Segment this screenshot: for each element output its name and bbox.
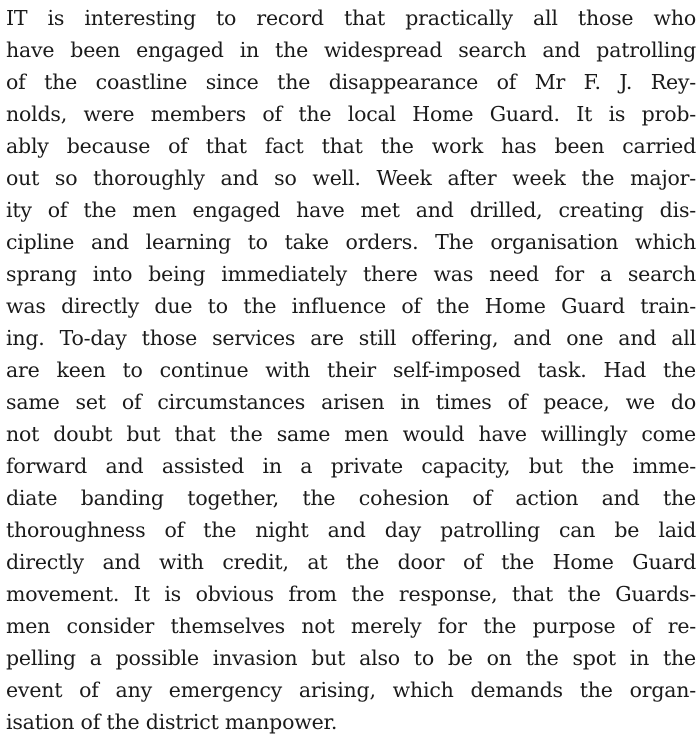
- text-line-15: forward and assisted in a private capacity, but the imme-: [6, 454, 696, 478]
- text-line-20: men consider themselves not merely for the purpose of re-: [6, 614, 696, 638]
- text-line-21: pelling a possible invasion but also to be on the spot in the: [6, 646, 696, 670]
- text-line-7: ity of the men engaged have met and drilled, creating dis-: [6, 198, 696, 222]
- text-line-14: not doubt but that the same men would have willingly come: [6, 422, 696, 446]
- text-line-23: isation of the district manpower.: [6, 710, 338, 734]
- text-line-13: same set of circumstances arisen in times of peace, we do: [6, 390, 696, 414]
- text-line-17: thoroughness of the night and day patrolling can be laid: [6, 518, 696, 542]
- text-line-5: ably because of that fact that the work has been carried: [6, 134, 696, 158]
- text-line-19: movement. It is obvious from the response, that the Guards-: [6, 582, 696, 606]
- text-line-2: have been engaged in the widespread search and patrolling: [6, 38, 696, 62]
- text-line-1: IT is interesting to record that practically all those who: [6, 6, 696, 30]
- text-line-10: was directly due to the influence of the Home Guard train-: [6, 294, 696, 318]
- text-line-6: out so thoroughly and so well. Week after week the major-: [6, 166, 696, 190]
- text-line-22: event of any emergency arising, which demands the organ-: [6, 678, 696, 702]
- text-line-3: of the coastline since the disappearance of Mr F. J. Rey-: [6, 70, 696, 94]
- text-line-8: cipline and learning to take orders. The organisation which: [6, 230, 696, 254]
- article-paragraph: [6, 2, 696, 738]
- text-line-16: diate banding together, the cohesion of action and the: [6, 486, 696, 510]
- text-line-9: sprang into being immediately there was need for a search: [6, 262, 696, 286]
- text-line-11: ing. To-day those services are still offering, and one and all: [6, 326, 696, 350]
- text-line-4: nolds, were members of the local Home Guard. It is prob-: [6, 102, 696, 126]
- text-line-12: are keen to continue with their self-imposed task. Had the: [6, 358, 696, 382]
- text-line-18: directly and with credit, at the door of the Home Guard: [6, 550, 696, 574]
